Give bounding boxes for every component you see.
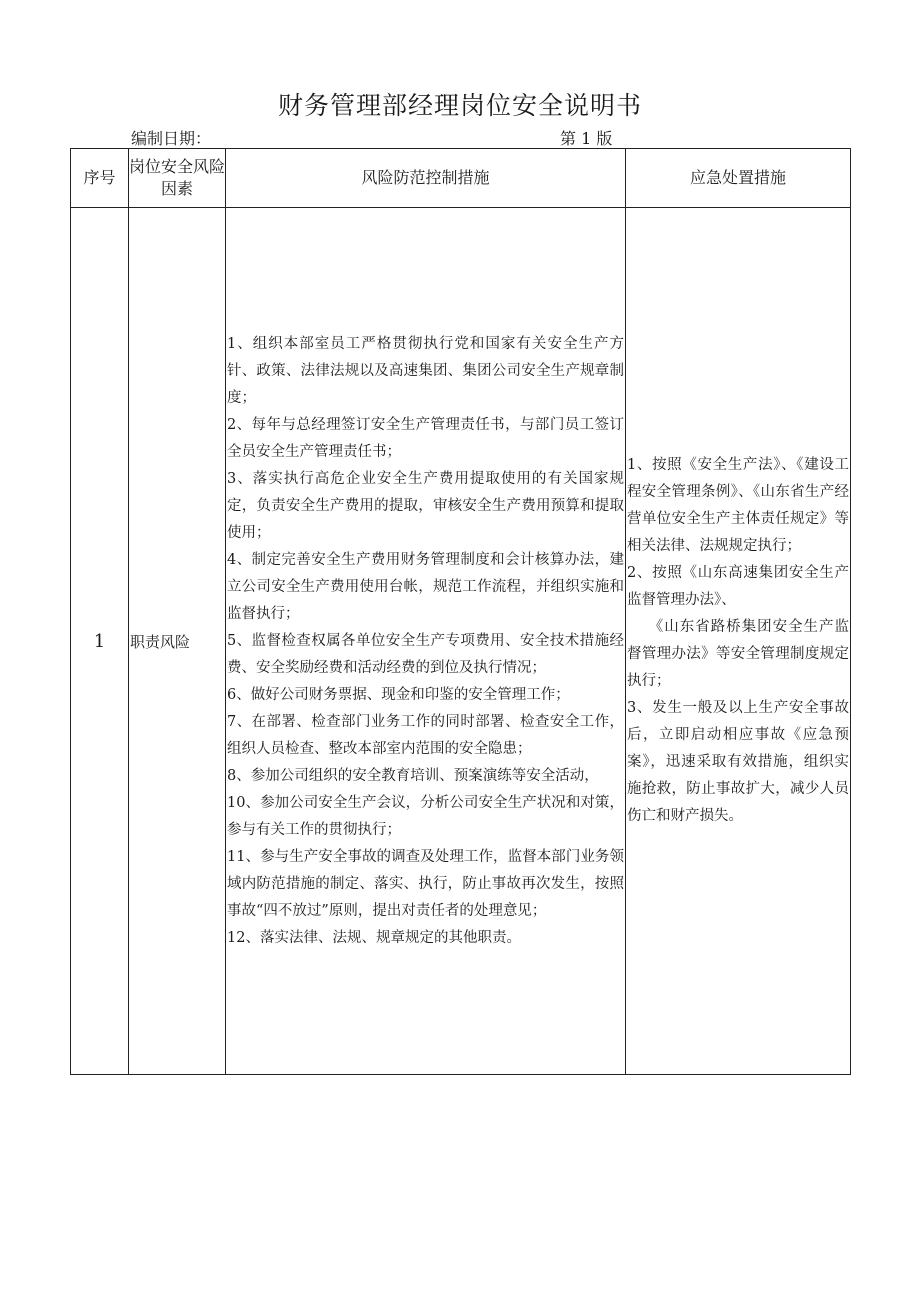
- control-measure-item: 2、每年与总经理签订安全生产管理责任书，与部门员工签订全员安全生产管理责任书；: [227, 416, 624, 460]
- control-measure-item: 3、落实执行高危企业安全生产费用提取使用的有关国家规定，负责安全生产费用的提取，审核安全生产费用预算和提取使用；: [227, 470, 624, 541]
- control-measure-item: 12、落实法律、法规、规章规定的其他职责。: [227, 929, 521, 946]
- emergency-measures-cell: [626, 208, 851, 1075]
- header-risk-factor: 岗位安全风险因素: [129, 149, 226, 208]
- emergency-measure-item: 《山东省路桥集团安全生产监督管理办法》等安全管理制度规定执行；: [627, 619, 849, 689]
- header-seq: 序号: [71, 149, 129, 208]
- emergency-measure-item: 2、按照《山东高速集团安全生产监督管理办法》、: [627, 565, 849, 608]
- row-risk-factor: 职责风险: [129, 208, 226, 1075]
- control-measure-item: 5、监督检查权属各单位安全生产专项费用、安全技术措施经费、安全奖励经费和活动经费的到位及执行情况；: [227, 632, 624, 676]
- control-measure-item: 8、参加公司组织的安全教育培训、预案演练等安全活动，: [227, 767, 599, 784]
- version-label: 第 1 版: [560, 129, 613, 148]
- safety-spec-table: [70, 148, 851, 1075]
- header-emergency-measures: 应急处置措施: [626, 149, 851, 208]
- row-seq: 1: [71, 208, 129, 1075]
- control-measure-item: 4、制定完善安全生产费用财务管理制度和会计核算办法，建立公司安全生产费用使用台帐，规范工作流程，并组织实施和监督执行；: [227, 551, 624, 622]
- compile-date-label: 编制日期：: [131, 129, 212, 148]
- control-measure-item: 7、在部署、检查部门业务工作的同时部署、检查安全工作，组织人员检查、整改本部室内范围的安全隐患；: [227, 713, 624, 757]
- header-control-measures: 风险防范控制措施: [226, 149, 626, 208]
- document-title: 财务管理部经理岗位安全说明书: [277, 91, 642, 120]
- table-header-row: [71, 149, 851, 208]
- control-measure-item: 10、参加公司安全生产会议，分析公司安全生产状况和对策，参与有关工作的贯彻执行；: [227, 794, 624, 838]
- emergency-measure-item: 1、按照《安全生产法》、《建设工程安全管理条例》、《山东省生产经营单位安全生产主体责任规定》等相关法律、法规规定执行；: [627, 457, 849, 554]
- table-row: [71, 208, 851, 1075]
- control-measure-item: 1、组织本部室员工严格贯彻执行党和国家有关安全生产方针、政策、法律法规以及高速集团、集团公司安全生产规章制度；: [227, 335, 624, 406]
- control-measures-cell: [226, 208, 626, 1075]
- control-measure-item: 11、参与生产安全事故的调查及处理工作，监督本部门业务领域内防范措施的制定、落实、执行，防止事故再次发生，按照事故“四不放过”原则，提出对责任者的处理意见；: [227, 848, 624, 919]
- control-measure-item: 6、做好公司财务票据、现金和印鉴的安全管理工作；: [227, 686, 570, 703]
- emergency-measure-item: 3、发生一般及以上生产安全事故后，立即启动相应事故《应急预案》，迅速采取有效措施，组织实施抢救，防止事故扩大，减少人员伤亡和财产损失。: [627, 700, 849, 824]
